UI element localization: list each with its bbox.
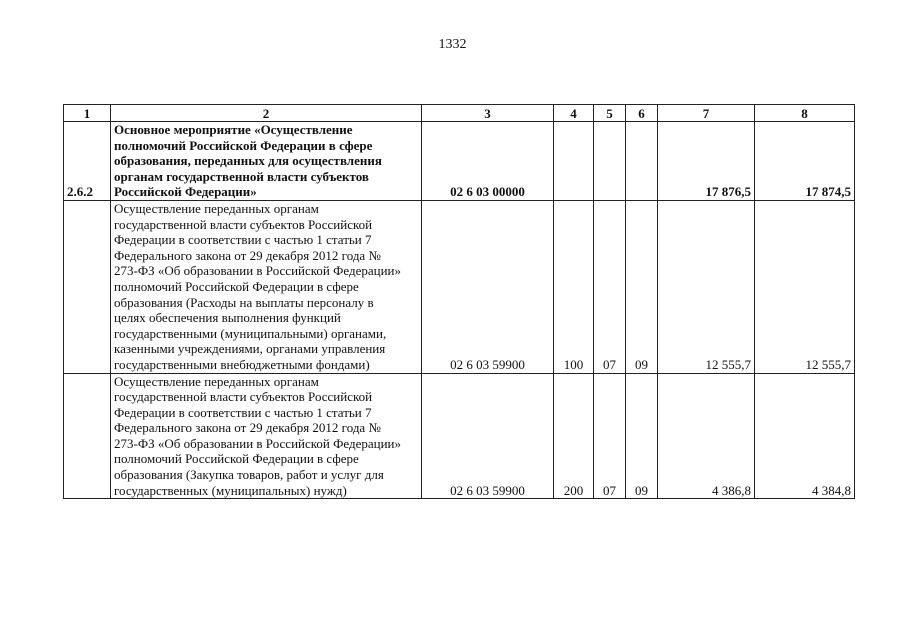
row-code — [64, 200, 111, 373]
column-header-7: 7 — [658, 105, 755, 122]
column-header-3: 3 — [422, 105, 554, 122]
row-vr — [554, 122, 594, 201]
row-pr: 09 — [626, 200, 658, 373]
row-sum-2: 12 555,7 — [755, 200, 855, 373]
row-vr: 100 — [554, 200, 594, 373]
row-sum-2: 4 384,8 — [755, 373, 855, 499]
row-sum-2: 17 874,5 — [755, 122, 855, 201]
row-vr: 200 — [554, 373, 594, 499]
row-rz: 07 — [594, 200, 626, 373]
table-row — [64, 200, 855, 373]
column-header-6: 6 — [626, 105, 658, 122]
row-csr: 02 6 03 00000 — [422, 122, 554, 201]
row-pr — [626, 122, 658, 201]
row-description — [111, 200, 422, 373]
column-header-2: 2 — [111, 105, 422, 122]
row-sum-1: 4 386,8 — [658, 373, 755, 499]
column-header-4: 4 — [554, 105, 594, 122]
budget-table — [63, 104, 855, 499]
row-sum-1: 17 876,5 — [658, 122, 755, 201]
row-sum-1: 12 555,7 — [658, 200, 755, 373]
page-number: 1332 — [438, 37, 467, 52]
header-row — [64, 105, 855, 122]
row-code: 2.6.2 — [64, 122, 111, 201]
column-header-5: 5 — [594, 105, 626, 122]
row-csr: 02 6 03 59900 — [422, 373, 554, 499]
row-description-text: Осуществление переданных органам государственной власти субъектов Российской Федерации в соответствии с частью 1 статьи 7 Федерального закона от 29 декабря 2012 года № 273-ФЗ «Об образовании в Российской Федерации» полномочий Российской Федерации в сфере образования (Закупка товаров, работ и услуг для государственных (муниципальных) нужд) — [114, 373, 402, 498]
row-description — [111, 373, 422, 499]
table-row — [64, 122, 855, 201]
table-row — [64, 373, 855, 499]
row-csr: 02 6 03 59900 — [422, 200, 554, 373]
column-header-1: 1 — [64, 105, 111, 122]
row-description — [111, 122, 422, 201]
row-description-text: Основное мероприятие «Осуществление полномочий Российской Федерации в сфере образования, переданных для осуществления органам государственной власти субъектов Российской Федерации» — [114, 122, 382, 200]
row-rz — [594, 122, 626, 201]
row-description-text: Осуществление переданных органам государственной власти субъектов Российской Федерации в соответствии с частью 1 статьи 7 Федерального закона от 29 декабря 2012 года № 273-ФЗ «Об образовании в Российской Федерации» полномочий Российской Федерации в сфере образования (Расходы на выплаты персоналу в целях обеспечения выполнения функций государственными (муниципальными) органами, казенными учреждениями, органами управления государственными внебюджетными фондами) — [114, 200, 402, 372]
column-header-8: 8 — [755, 105, 855, 122]
row-rz: 07 — [594, 373, 626, 499]
row-pr: 09 — [626, 373, 658, 499]
row-code — [64, 373, 111, 499]
